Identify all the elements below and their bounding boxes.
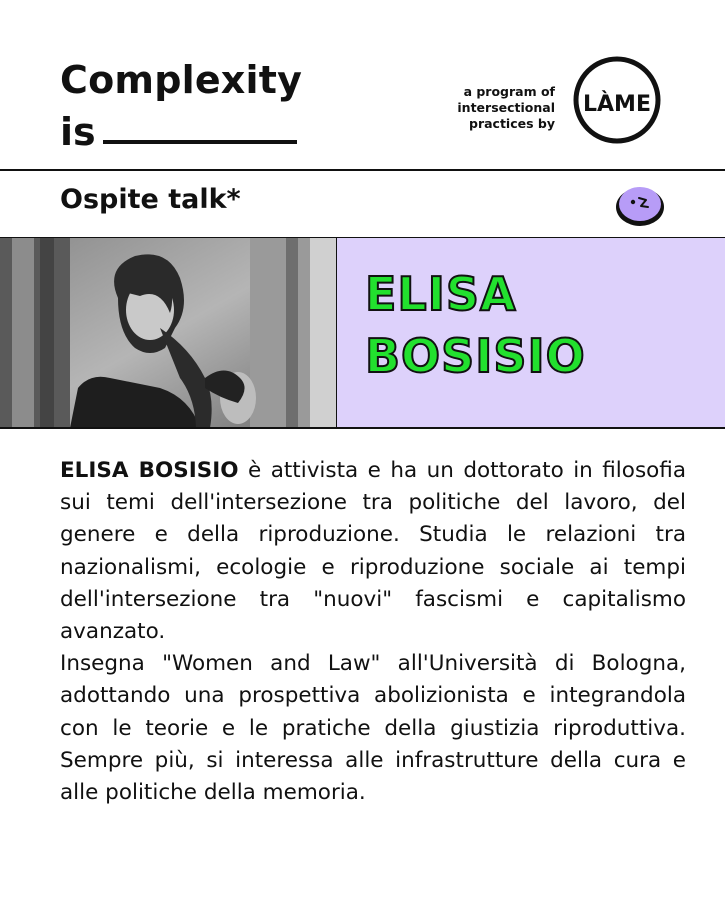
smiley-face-icon: [614, 183, 666, 227]
bio-name: ELISA BOSISIO: [60, 458, 239, 483]
lame-logo: [573, 56, 661, 144]
guest-first-name: ELISA: [365, 267, 517, 321]
title-blank-line: [103, 140, 297, 144]
logo-text: LÀME: [583, 92, 651, 117]
bio-paragraph: Insegna "Women and Law" all'Università di Bologna, adottando una prospettiva abolizionista e integrandola con le teorie e le pratiche della giustizia riproduttiva. Sempre più, si interessa alle infrastrutture della cura e alle politiche della memoria.: [60, 651, 686, 806]
program-caption-line: intersectional: [457, 100, 555, 115]
guest-bio: [60, 455, 686, 809]
divider: [0, 169, 725, 171]
divider: [0, 427, 725, 429]
guest-name-panel: [336, 238, 725, 428]
header: [0, 0, 725, 170]
bio-paragraph: [60, 455, 686, 648]
guest-last-name: BOSISIO: [365, 329, 586, 383]
page-title: Complexity: [60, 58, 303, 102]
page-title-second-line: is: [60, 110, 96, 154]
section-title: Ospite talk*: [60, 184, 241, 215]
program-caption: [405, 84, 555, 132]
bio-text: è attivista e ha un dottorato in filosofia sui temi dell'intersezione tra politiche del lavoro, del genere e della riproduzione. Studia le relazioni tra nazionalismi, ecologie e riproduzione sociale ai tempi dell'intersezione tra "nuovi" fascismi e capitalismo avanzato.: [60, 458, 687, 645]
program-caption-line: practices by: [469, 116, 555, 131]
guest-portrait-photo: [0, 238, 336, 428]
guest-banner: [0, 238, 725, 428]
program-caption-line: a program of: [463, 84, 555, 99]
